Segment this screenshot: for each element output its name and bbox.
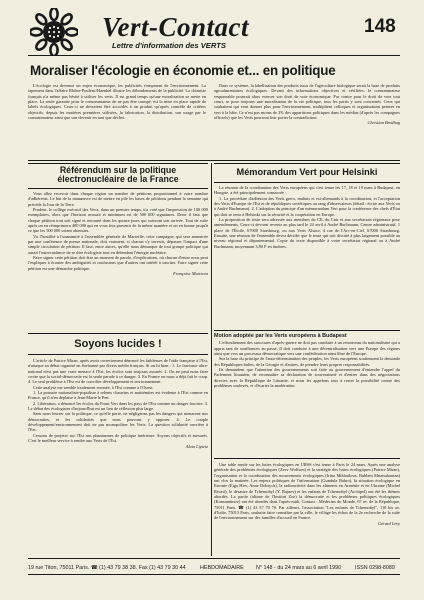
intro-right-paragraph: Dans ce système, la labellisation des produits issus de l'agriculture biologique serait la base de produits agroalimentaires écologiques. Devant des informations objectives et vérifiées, le consommateur responsable pourrait alors exercer son droit de vote économique. Par contre pour le droit de vote tout court, se pose toujours une moralisation de la vie politique, tous les partis y sont concernés. Ceux qui souhaitent qui veut donner plus pour l'environnement, multiplient colloques et organisations peintes en vert à la hâte. Ce n'est pas moins de 2% des apparitions politiques dans les médias (d'après les compagnes officiels) que les Verts pourront leur porter la contradiction. <box>214 83 400 121</box>
intro-left-text <box>28 83 206 163</box>
helsinki-text <box>214 185 400 327</box>
referendum-paragraph: Vu l'hostilité à l'unanimité à l'assemblée générale de Marseille, cette campagne, qui sera annoncée par une conférence de presse nationale, doit vraiment, si chacun s'y investit, dépasser l'impact d'une simple circulation de pétition. Il faut, entre autres, qu'elle nous démarque de tout groupe politique qui aurait l'outrecuidance de se dire écologiste tout en défendant l'énergie nucléaire. <box>28 233 208 255</box>
right-mid-rule <box>214 330 400 331</box>
referendum-title-line1: Référendum sur la politique <box>59 165 177 175</box>
referendum-signature: Françoise Matricon <box>173 271 208 277</box>
referendum-paragraph: Faire signer cette pétition doit être un moment de parole, d'explications, où chacun d'entre nous peut l'expliquer à écouter des ambiguïtés et confusions que d'autres ont intérêt à susciter. Faire signer cette pétition est une démarche politique. <box>28 255 208 271</box>
motion-section <box>214 333 400 455</box>
helsinki-paragraph: 1. La procédure d'adhésion des Verts grecs, maltais et est-allemands à la coordination, et l'acceptation des Verts d'Europe de l'Est et de républiques soviétiques au rang d'observateurs (détail : écrire aux Verts ou à André Buchmann). 2. L'adoption du principe d'un mémorandum Vert pour la conférence des chefs d'État qui doit se tenir à Helsinki sur la sécurité et la coopération en Europe. <box>214 195 400 217</box>
footer-issn: ISSN 0298-8089 <box>355 565 395 571</box>
lucides-signature: Alain Lipietz <box>185 443 208 449</box>
soyons-lucides-title: Soyons lucides ! <box>74 338 162 350</box>
referendum-title <box>28 166 208 184</box>
right-lower-rule <box>214 458 400 459</box>
lucides-paragraph: 2. Libération, a dénoncé les écolos du Front Vert dans les pays de l'Est comme un danger fasciste. 3. Le débat des écologistes d'aujourd'hui est un lieu de réflexion plus large. <box>28 400 208 412</box>
lucides-paragraph: Sans nous leurrer sur la politique, ce qu'elle porte, ne négligeons pas les dangers qui menacent nos démocraties, et les solidarités que nous pouvons y opposer. 4. Le couple développement/environnement doit ne pas monopoliser les Verts. La question solidarité ouvrière à l'Est. <box>28 411 208 433</box>
left-mid-rule-2 <box>28 354 208 355</box>
motion-paragraph: Sur la base du principe de l'auto-détermination des peuples, les Verts européens soutiennent la demande des Républiques baltes, de la Géorgie et d'autres, de prendre leurs propres responsabilités. <box>214 356 400 367</box>
masthead-subtitle: Lettre d'information des VERTS <box>112 41 226 50</box>
headline: Moraliser l'écologie en économie et... en politique <box>30 63 336 78</box>
referendum-paragraph: Prudent, le collège exécutif des Verts, dans un premier temps, n'a voté que l'impression de 100 000 exemplaires, alors que l'horizon avouait et minimum est de 500 000 signatures. Donc il faut que chaque pétition tout soit signé et retourné dans les quinze jours qui suivront son arrivée. Tout de suite après on en réimprimera 400 000 qui en vous fera parvenir de la même manière et on en bonne jusqu'à ce que les 500 000 soient obtenues. <box>28 207 208 234</box>
intro-bottom-rule <box>28 160 400 161</box>
referendum-text <box>28 191 208 331</box>
motion-title: Motion adoptée par les Verts européens à Budapest <box>214 333 347 339</box>
helsinki-paragraph: La réunion de la coordination des Verts européens qui s'est tenue les 17, 18 et 19 mars à Budapest, en Hongrie, a été principalement consacrée : <box>214 185 400 196</box>
motion-paragraph: L'effondrement des structures d'après-guerre ne doit pas conduire à un renouveau du nationalisme qui a appris tant de souffrances au passé. Il doit conduire à une décentralisation vers une Europe des régions ainsi que vers un processus démocratique vers une confédération ainsi libre de l'Europe. <box>214 340 400 357</box>
table-ronde-text <box>214 462 400 554</box>
table-ronde-signature: Gérard Lévy <box>378 520 400 526</box>
footer-bottom-rule <box>28 574 400 575</box>
left-box-top <box>28 163 208 164</box>
column-divider <box>211 163 212 556</box>
masthead-title: Vert-Contact <box>102 12 250 42</box>
footer-issue-dates: N° 148 - du 24 mars au 6 avril 1990 <box>256 565 342 571</box>
left-mid-rule <box>28 333 208 334</box>
soyons-lucides-text <box>28 358 208 554</box>
issue-number: 148 <box>364 16 396 37</box>
motion-paragraph: Ils demandent que l'attention des gouvernements soit faite au gouvernement d'entendre l'appel du Parlement lituanien, de reconnaître sa déclaration de souveraineté et d'entrer dans des négociations directes avec la République de Lituanie, et nous les appelons tous à rester la possibilité contre des problèmes soulevés, et d'écarter la modération. <box>214 367 400 389</box>
helsinki-title: Mémorandum Vert pour Helsinki <box>236 167 378 177</box>
helsinki-paragraph: La proposition de texte sera adressée aux membres du CE, du Cnir et aux secrétariats régionaux pour amendements. Ceux-ci devront revenir au plus tard le 24 avril à André Buchmann, Centre administratif, 1 place de l'Étoile, 67000 Strasbourg, ou aux Verts Alsace, 4 rue de l'Arc-en-Ciel, 67000 Strasbourg. Ensuite, une réunion de l'ensemble devra décider que le texte qui soit discuté à plus largement possible au niveau régional et départemental. Copie du texte disponible à votre secrétariat régional ou à André Buchmann, moyennant 3,80 F en timbres. <box>214 217 400 249</box>
intro-signature: Christian Brodhag <box>367 120 400 126</box>
sunflower-logo-icon <box>30 8 78 56</box>
footer-top-rule <box>28 558 400 559</box>
lucides-paragraph: L'article de Patrice Miran, après avoir correctement dénoncé les faiblesses de l'aide française à l'Est, n'attaque au débat organisé en Sorbonne par divers média français. Si on lit bien : 1. Le fascisme ultra-national n'est pas une vraie menace à l'Est, les écolos sont toujours assurés. 2. On ne peut nous faire croire que la social-démocratie est la seule parade à ce danger. 3. En France on nous a déjà fait le coup. 4. Le seul problème à l'Est est de concilier développement et environnement. <box>28 358 208 385</box>
intro-right-text <box>214 83 400 163</box>
lucides-paragraph: Cette analyse me semble totalement erronée, à l'Est comme à l'Ouest. <box>33 384 154 390</box>
footer-address: 19 rue Titon, 75011 Paris. ☎ (1) 43 79 38 38. Fax (1) 43 79 30 44 <box>28 565 186 571</box>
table-ronde-paragraph: Une table ronde sur les luttes écologiques en URSS s'est tenue à Paris le 24 mars. Après une analyse générale des problèmes écologiques (Zeev Wolfson) et la stratégie des luttes écologiques (Patrice Miran), l'organisation et la coordination des mouvements écologiques (Irina Mikhailova, Rubben Mnatsakanian) ont clos la matinée. Les enjeux politiques de l'information (Gundula Bahro), la situation écologique en Estonie (Eiga Hirv, Anne Dobrych), la radioactivité dans les aliments en Arménie et en Ukraine (Michel Rivasi), le désastre de Tchernobyl (Y. Rajnev) et les enfants de Tchernobyl (Archipel) ont été les thèmes abordés. La partie (ultime de l'Institut Zoe) la démocratie et les problèmes politiques écologiques (Konstantinov) ont été abordés dans l'après-midi. Contact : Médecins du Monde, 67 av. de la République, 75011 Paris. ☎ (1) 43 57 70 70. Par ailleurs, l'association "Les enfants de Tchernobyl", 110 bis av. d'Italie, 75013 Paris, souhaite faire connaître par la ville, le village les échos de la 2e recherche de la suite de l'environnement sur des familles d'accueil en France. <box>214 462 400 521</box>
right-box-top <box>214 163 400 164</box>
lucides-paragraph: 1. La poussée nationaliste-populiste à relents chauvins et antisémites est évidente à l'Est comme en France, qu'il n'en déplaise à Jean-Marie le Pen. <box>28 390 208 401</box>
right-box-bottom <box>214 182 400 183</box>
referendum-paragraph: Vous allez recevoir dans chaque région un nombre de pétitions proportionnel à votre nombre d'adhérents. Le but de la manœuvre est de mettre en pile les bases de pétitions pendant la semaine qui précède la Jour de la Terre. <box>28 191 208 207</box>
lucides-paragraph: Cessons de projeter sur l'Est nos phantasmes de politique intérieure. Soyons objectifs et mesurés. C'est le meilleur service à rendre aux Verts de l'Est. <box>28 432 208 444</box>
footer-frequency: HEBDOMADAIRE <box>200 565 244 571</box>
masthead-rule <box>28 55 400 56</box>
intro-left-paragraph: L'écologie est devenue un enjeu économique, les publicités s'emparent de l'environnement. La tapement dans l'affaire Rhône-Poulenc/Haenkel illustre les débordements de la publicité. La chimiste français n'a même pas hésité à utiliser les verts. Il est grand temps qu'une moralisation se mette en place. La seule garantie pour le consommateur de ne pas être trompé, est la mise en place rapide de labels écologiques. Ceux-ci ne devraient être accordés à un produit qu'après contrôle de critères objectifs, depuis les matières premières utilisées, la fabrication, la distribution, son usage par le consommateur ainsi que son devenir en tant que déchet. <box>28 83 206 121</box>
left-box-bottom <box>28 188 208 189</box>
referendum-title-line2: électronucléaire de la France <box>57 174 179 185</box>
